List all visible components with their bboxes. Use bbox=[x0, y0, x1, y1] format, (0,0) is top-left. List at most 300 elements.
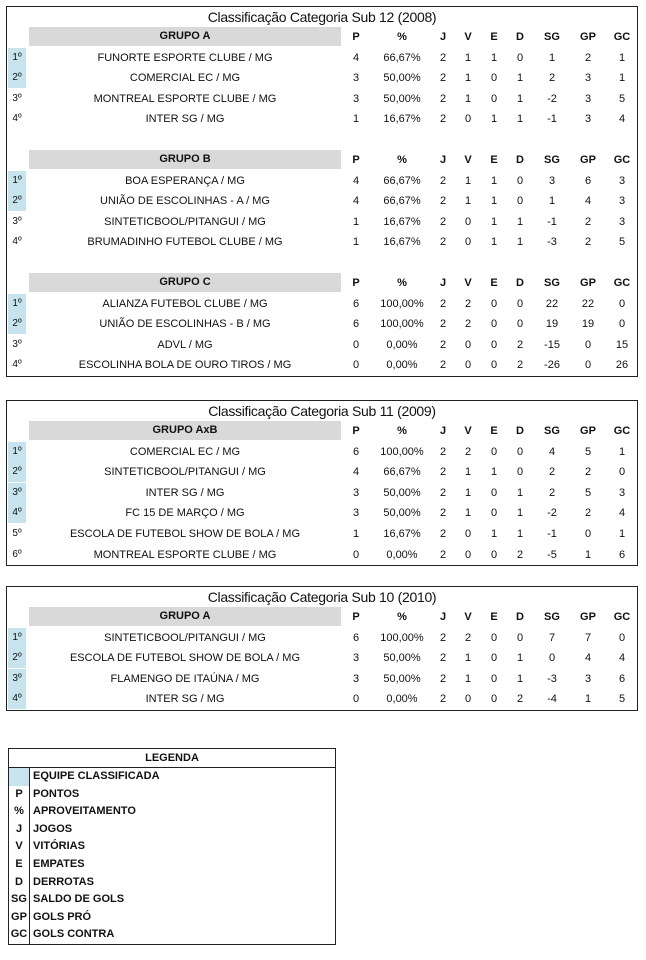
legend-item bbox=[9, 768, 335, 786]
team-name: SINTETICBOOL/PITANGUI / MG bbox=[104, 215, 266, 228]
stat-cell: 0 bbox=[548, 652, 556, 665]
stat-cell: 2 bbox=[439, 338, 447, 351]
position-cell: 1º bbox=[8, 48, 26, 68]
column-header: GP bbox=[580, 31, 596, 43]
stat-cell: 1 bbox=[464, 195, 472, 208]
stat-cell: 3 bbox=[584, 72, 592, 85]
stat-cell: 3 bbox=[584, 92, 592, 105]
position-cell: 5º bbox=[12, 527, 22, 539]
stat-cell: 1 bbox=[464, 507, 472, 520]
stat-cell: 2 bbox=[464, 631, 472, 644]
legend-symbol: GC bbox=[9, 926, 30, 944]
stat-cell: 1 bbox=[516, 215, 524, 228]
stat-cell: 16,67% bbox=[383, 527, 421, 540]
stat-cell: 0 bbox=[464, 236, 472, 249]
stat-cell: 0 bbox=[464, 338, 472, 351]
legend-item bbox=[9, 891, 335, 909]
position-cell: 2º bbox=[8, 462, 26, 482]
table-row bbox=[7, 524, 637, 545]
column-header: V bbox=[464, 611, 472, 623]
stat-cell: 4 bbox=[618, 507, 626, 520]
stat-cell: 2 bbox=[439, 672, 447, 685]
column-header: E bbox=[490, 611, 498, 623]
stat-cell: -4 bbox=[547, 693, 557, 706]
table-row bbox=[7, 503, 637, 524]
stat-cell: 50,00% bbox=[383, 72, 421, 85]
team-name: ALIANZA FUTEBOL CLUBE / MG bbox=[102, 297, 268, 310]
stat-cell: 6 bbox=[352, 297, 360, 310]
stat-cell: 4 bbox=[618, 652, 626, 665]
stat-cell: 1 bbox=[490, 174, 498, 187]
table-row bbox=[7, 442, 637, 463]
stat-cell: 0 bbox=[490, 445, 498, 458]
stat-cell: 2 bbox=[439, 92, 447, 105]
stat-cell: 1 bbox=[490, 466, 498, 479]
stat-cell: 4 bbox=[352, 466, 360, 479]
stat-cell: 0 bbox=[464, 693, 472, 706]
column-header: V bbox=[464, 31, 472, 43]
team-name: MONTREAL ESPORTE CLUBE / MG bbox=[93, 92, 277, 105]
stat-cell: 1 bbox=[352, 113, 360, 126]
column-header: % bbox=[397, 611, 407, 623]
stat-cell: 5 bbox=[584, 445, 592, 458]
position-cell: 3º bbox=[12, 215, 22, 227]
legend-item bbox=[9, 856, 335, 874]
team-name: INTER SG / MG bbox=[145, 113, 225, 126]
position-cell: 4º bbox=[8, 503, 26, 523]
stat-cell: 1 bbox=[490, 195, 498, 208]
stat-cell: 6 bbox=[618, 548, 626, 561]
legend-item bbox=[9, 803, 335, 821]
column-header: D bbox=[516, 276, 524, 289]
stat-cell: 0 bbox=[464, 113, 472, 126]
legend-text: DERROTAS bbox=[33, 875, 94, 888]
column-header: % bbox=[397, 425, 407, 437]
stat-cell: 2 bbox=[439, 466, 447, 479]
position-cell: 2º bbox=[8, 191, 26, 211]
stat-cell: 1 bbox=[584, 693, 592, 706]
stat-cell: 2 bbox=[439, 174, 447, 187]
stat-cell: 1 bbox=[464, 51, 472, 64]
group-name: GRUPO A bbox=[29, 607, 341, 626]
stat-cell: 0 bbox=[464, 215, 472, 228]
legend-text: GOLS PRÓ bbox=[33, 910, 92, 923]
panel-title: Classificação Categoria Sub 12 (2008) bbox=[207, 9, 437, 25]
legend-symbol: E bbox=[9, 856, 30, 874]
stat-cell: 3 bbox=[352, 72, 360, 85]
stat-cell: 2 bbox=[439, 359, 447, 372]
stat-cell: 15 bbox=[615, 338, 629, 351]
position-cell: 6º bbox=[12, 548, 22, 560]
stat-cell: 1 bbox=[516, 72, 524, 85]
stat-cell: 3 bbox=[618, 215, 626, 228]
stat-cell: 1 bbox=[464, 92, 472, 105]
table-row bbox=[7, 689, 637, 710]
legend-symbol: SG bbox=[9, 891, 30, 909]
stat-cell: -1 bbox=[547, 527, 557, 540]
stat-cell: 0 bbox=[352, 548, 360, 561]
stat-cell: 0 bbox=[516, 631, 524, 644]
group-header-row bbox=[7, 421, 637, 442]
stat-cell: 3 bbox=[584, 672, 592, 685]
legend-item bbox=[9, 909, 335, 927]
stat-cell: 0 bbox=[618, 318, 626, 331]
group-name: GRUPO B bbox=[29, 150, 341, 169]
stat-cell: 3 bbox=[352, 652, 360, 665]
position-cell: 3º bbox=[8, 669, 26, 689]
stat-cell: 19 bbox=[545, 318, 559, 331]
stat-cell: 0 bbox=[490, 338, 498, 351]
stat-cell: 4 bbox=[548, 445, 556, 458]
stat-cell: 0,00% bbox=[386, 693, 418, 706]
stat-cell: 1 bbox=[352, 236, 360, 249]
stat-cell: 2 bbox=[516, 338, 524, 351]
legend-symbol: V bbox=[9, 838, 30, 856]
stat-cell: 1 bbox=[464, 72, 472, 85]
stat-cell: 66,67% bbox=[383, 195, 421, 208]
team-name: UNIÃO DE ESCOLINHAS - A / MG bbox=[100, 195, 270, 208]
team-name: COMERCIAL EC / MG bbox=[129, 445, 241, 458]
stat-cell: 3 bbox=[584, 113, 592, 126]
stat-cell: 2 bbox=[516, 359, 524, 372]
column-header: GC bbox=[613, 153, 631, 166]
stat-cell: 0 bbox=[584, 527, 592, 540]
stat-cell: 2 bbox=[584, 51, 592, 64]
stat-cell: 2 bbox=[439, 507, 447, 520]
stat-cell: 2 bbox=[439, 652, 447, 665]
team-name: ESCOLINHA BOLA DE OURO TIROS / MG bbox=[78, 359, 292, 372]
column-header: P bbox=[352, 31, 360, 43]
column-header: GP bbox=[580, 153, 596, 166]
position-cell: 1º bbox=[8, 171, 26, 191]
stat-cell: -2 bbox=[547, 507, 557, 520]
position-cell: 2º bbox=[8, 648, 26, 668]
stat-cell: -15 bbox=[544, 338, 560, 351]
stat-cell: 2 bbox=[439, 113, 447, 126]
stat-cell: 1 bbox=[464, 652, 472, 665]
stat-cell: 2 bbox=[439, 548, 447, 561]
table-row bbox=[7, 212, 637, 233]
stat-cell: 0 bbox=[490, 548, 498, 561]
stat-cell: 0 bbox=[584, 359, 592, 372]
column-header: V bbox=[464, 153, 472, 166]
table-row bbox=[7, 68, 637, 89]
team-name: MONTREAL ESPORTE CLUBE / MG bbox=[93, 548, 277, 561]
stat-cell: 100,00% bbox=[380, 318, 424, 331]
table-row bbox=[7, 648, 637, 669]
standings-panel bbox=[6, 400, 638, 566]
stat-cell: 2 bbox=[548, 486, 556, 499]
column-header: E bbox=[490, 153, 498, 166]
stat-cell: -5 bbox=[547, 548, 557, 561]
stat-cell: 6 bbox=[618, 672, 626, 685]
column-header: J bbox=[439, 276, 447, 289]
stat-cell: 3 bbox=[618, 486, 626, 499]
position-cell: 1º bbox=[8, 442, 26, 462]
group-spacer bbox=[7, 130, 637, 150]
column-header: P bbox=[352, 153, 360, 166]
stat-cell: 50,00% bbox=[383, 652, 421, 665]
stat-cell: 50,00% bbox=[383, 92, 421, 105]
team-name: BOA ESPERANÇA / MG bbox=[125, 174, 245, 187]
stat-cell: 50,00% bbox=[383, 672, 421, 685]
stat-cell: 0 bbox=[516, 51, 524, 64]
stat-cell: 3 bbox=[352, 507, 360, 520]
stat-cell: 0 bbox=[490, 359, 498, 372]
column-header: D bbox=[516, 31, 524, 43]
stat-cell: 0,00% bbox=[386, 548, 418, 561]
stat-cell: 100,00% bbox=[380, 297, 424, 310]
stat-cell: 2 bbox=[439, 527, 447, 540]
stat-cell: 1 bbox=[352, 215, 360, 228]
team-name: FLAMENGO DE ITAÚNA / MG bbox=[110, 672, 260, 685]
group-header-row bbox=[7, 273, 637, 294]
stat-cell: 2 bbox=[439, 51, 447, 64]
legend-text: EQUIPE CLASSIFICADA bbox=[33, 770, 160, 782]
stat-cell: 1 bbox=[584, 548, 592, 561]
stat-cell: 0 bbox=[352, 359, 360, 372]
column-header: P bbox=[352, 425, 360, 437]
stat-cell: 100,00% bbox=[380, 631, 424, 644]
stat-cell: 7 bbox=[548, 631, 556, 644]
stat-cell: -3 bbox=[547, 236, 557, 249]
stat-cell: 1 bbox=[548, 51, 556, 64]
stat-cell: 2 bbox=[439, 215, 447, 228]
stat-cell: 3 bbox=[548, 174, 556, 187]
stat-cell: 0 bbox=[618, 466, 626, 479]
group-name: GRUPO AxB bbox=[29, 421, 341, 440]
stat-cell: 19 bbox=[581, 318, 595, 331]
column-header: D bbox=[516, 611, 524, 623]
legend-item bbox=[9, 838, 335, 856]
legend-item bbox=[9, 786, 335, 804]
legend-text: VITÓRIAS bbox=[33, 840, 85, 853]
legend-text: JOGOS bbox=[33, 822, 73, 835]
stat-cell: 1 bbox=[490, 527, 498, 540]
stat-cell: 1 bbox=[464, 672, 472, 685]
stat-cell: 0 bbox=[352, 338, 360, 351]
stat-cell: 5 bbox=[584, 486, 592, 499]
stat-cell: 16,67% bbox=[383, 215, 421, 228]
stat-cell: 0 bbox=[584, 338, 592, 351]
stat-cell: 2 bbox=[548, 466, 556, 479]
stat-cell: 5 bbox=[618, 92, 626, 105]
column-header: GP bbox=[580, 611, 596, 623]
column-header: J bbox=[439, 611, 447, 623]
stat-cell: 1 bbox=[464, 486, 472, 499]
stat-cell: 1 bbox=[618, 445, 626, 458]
stat-cell: -3 bbox=[547, 672, 557, 685]
column-header: GC bbox=[613, 276, 631, 289]
stat-cell: 0 bbox=[516, 297, 524, 310]
stat-cell: 2 bbox=[439, 236, 447, 249]
table-row bbox=[7, 355, 637, 376]
stat-cell: 26 bbox=[615, 359, 629, 372]
legend-symbol: GP bbox=[9, 909, 30, 927]
team-name: SINTETICBOOL/PITANGUI / MG bbox=[104, 631, 266, 644]
team-name: INTER SG / MG bbox=[145, 693, 225, 706]
column-header: SG bbox=[544, 611, 560, 623]
standings-panel bbox=[6, 6, 638, 377]
column-header: J bbox=[439, 153, 447, 166]
stat-cell: 50,00% bbox=[383, 486, 421, 499]
column-header: % bbox=[397, 31, 407, 43]
stat-cell: 1 bbox=[516, 92, 524, 105]
stat-cell: 1 bbox=[464, 174, 472, 187]
legend-item bbox=[9, 926, 335, 944]
stat-cell: 2 bbox=[516, 548, 524, 561]
table-row bbox=[7, 232, 637, 253]
stat-cell: 66,67% bbox=[383, 51, 421, 64]
table-row bbox=[7, 294, 637, 315]
stat-cell: 2 bbox=[584, 466, 592, 479]
stat-cell: 0 bbox=[618, 631, 626, 644]
legend-box bbox=[8, 748, 336, 945]
panel-title: Classificação Categoria Sub 11 (2009) bbox=[208, 403, 436, 419]
column-header: J bbox=[439, 425, 447, 437]
stat-cell: 3 bbox=[352, 486, 360, 499]
table-row bbox=[7, 335, 637, 356]
group-spacer bbox=[7, 253, 637, 273]
team-name: ESCOLA DE FUTEBOL SHOW DE BOLA / MG bbox=[69, 652, 301, 665]
stat-cell: 2 bbox=[439, 297, 447, 310]
column-header: GC bbox=[613, 611, 631, 623]
column-header: P bbox=[352, 611, 360, 623]
stat-cell: 1 bbox=[352, 527, 360, 540]
stat-cell: 0 bbox=[490, 507, 498, 520]
stat-cell: 6 bbox=[352, 318, 360, 331]
stat-cell: 2 bbox=[516, 693, 524, 706]
stat-cell: 0 bbox=[490, 92, 498, 105]
stat-cell: 3 bbox=[618, 195, 626, 208]
stat-cell: 0 bbox=[490, 72, 498, 85]
stat-cell: 22 bbox=[581, 297, 595, 310]
team-name: BRUMADINHO FUTEBOL CLUBE / MG bbox=[87, 236, 283, 249]
table-row bbox=[7, 462, 637, 483]
stat-cell: 1 bbox=[618, 51, 626, 64]
stat-cell: 1 bbox=[516, 527, 524, 540]
legend-text: GOLS CONTRA bbox=[33, 928, 115, 941]
position-cell: 4º bbox=[12, 236, 22, 248]
stat-cell: 0 bbox=[618, 297, 626, 310]
stat-cell: 2 bbox=[439, 486, 447, 499]
stat-cell: 0 bbox=[516, 466, 524, 479]
position-cell: 4º bbox=[12, 359, 22, 371]
stat-cell: 5 bbox=[618, 693, 626, 706]
table-row bbox=[7, 171, 637, 192]
position-cell: 1º bbox=[8, 628, 26, 648]
stat-cell: 1 bbox=[516, 672, 524, 685]
stat-cell: 4 bbox=[352, 174, 360, 187]
stat-cell: 16,67% bbox=[383, 113, 421, 126]
legend-text: APROVEITAMENTO bbox=[33, 805, 136, 818]
stat-cell: 6 bbox=[352, 445, 360, 458]
stat-cell: 6 bbox=[584, 174, 592, 187]
column-header: SG bbox=[544, 153, 560, 166]
team-name: ESCOLA DE FUTEBOL SHOW DE BOLA / MG bbox=[69, 527, 301, 540]
stat-cell: 16,67% bbox=[383, 236, 421, 249]
legend-symbol bbox=[9, 768, 30, 786]
stat-cell: 0 bbox=[490, 297, 498, 310]
stat-cell: 0 bbox=[490, 672, 498, 685]
stat-cell: 1 bbox=[618, 72, 626, 85]
stat-cell: 2 bbox=[548, 72, 556, 85]
stat-cell: 1 bbox=[464, 466, 472, 479]
stat-cell: 2 bbox=[439, 445, 447, 458]
table-row bbox=[7, 545, 637, 566]
stat-cell: 2 bbox=[439, 693, 447, 706]
legend-item bbox=[9, 821, 335, 839]
stat-cell: 1 bbox=[490, 51, 498, 64]
team-name: INTER SG / MG bbox=[145, 486, 225, 499]
stat-cell: 0 bbox=[516, 445, 524, 458]
stat-cell: 0 bbox=[490, 631, 498, 644]
table-row bbox=[7, 314, 637, 335]
position-cell: 1º bbox=[8, 294, 26, 314]
table-row bbox=[7, 109, 637, 130]
stat-cell: 2 bbox=[439, 195, 447, 208]
stat-cell: 4 bbox=[352, 51, 360, 64]
column-header: J bbox=[439, 31, 447, 43]
group-name: GRUPO C bbox=[29, 273, 341, 292]
column-header: SG bbox=[544, 425, 560, 437]
column-header: SG bbox=[544, 276, 560, 289]
column-header: E bbox=[490, 425, 498, 437]
column-header: V bbox=[464, 276, 472, 289]
stat-cell: -1 bbox=[547, 113, 557, 126]
stat-cell: -26 bbox=[544, 359, 560, 372]
stat-cell: 0 bbox=[516, 174, 524, 187]
column-header: D bbox=[516, 153, 524, 166]
legend-symbol: % bbox=[9, 803, 30, 821]
legend-symbol: J bbox=[9, 821, 30, 839]
stat-cell: 1 bbox=[490, 113, 498, 126]
column-header: E bbox=[490, 31, 498, 43]
stat-cell: 2 bbox=[584, 215, 592, 228]
stat-cell: 3 bbox=[352, 672, 360, 685]
stat-cell: 2 bbox=[464, 297, 472, 310]
stat-cell: 0 bbox=[464, 359, 472, 372]
stat-cell: 3 bbox=[618, 174, 626, 187]
table-row bbox=[7, 669, 637, 690]
stat-cell: 1 bbox=[516, 486, 524, 499]
standings-panel bbox=[6, 586, 638, 711]
stat-cell: 0 bbox=[464, 548, 472, 561]
stat-cell: 7 bbox=[584, 631, 592, 644]
legend-text: PONTOS bbox=[33, 787, 80, 800]
stat-cell: 4 bbox=[584, 195, 592, 208]
group-header-row bbox=[7, 150, 637, 171]
stat-cell: 2 bbox=[464, 318, 472, 331]
stat-cell: 2 bbox=[584, 507, 592, 520]
team-name: SINTETICBOOL/PITANGUI / MG bbox=[104, 466, 266, 479]
stat-cell: 22 bbox=[545, 297, 559, 310]
column-header: P bbox=[352, 276, 360, 289]
stat-cell: 1 bbox=[618, 527, 626, 540]
column-header: GC bbox=[613, 425, 631, 437]
stat-cell: 4 bbox=[584, 652, 592, 665]
stat-cell: 1 bbox=[516, 113, 524, 126]
column-header: GC bbox=[613, 31, 631, 43]
position-cell: 4º bbox=[12, 113, 22, 125]
stat-cell: 6 bbox=[352, 631, 360, 644]
column-header: % bbox=[397, 153, 407, 166]
stat-cell: 50,00% bbox=[383, 507, 421, 520]
panel-title: Classificação Categoria Sub 10 (2010) bbox=[207, 589, 437, 605]
stat-cell: 66,67% bbox=[383, 466, 421, 479]
column-header: SG bbox=[544, 31, 560, 43]
position-cell: 2º bbox=[8, 68, 26, 88]
